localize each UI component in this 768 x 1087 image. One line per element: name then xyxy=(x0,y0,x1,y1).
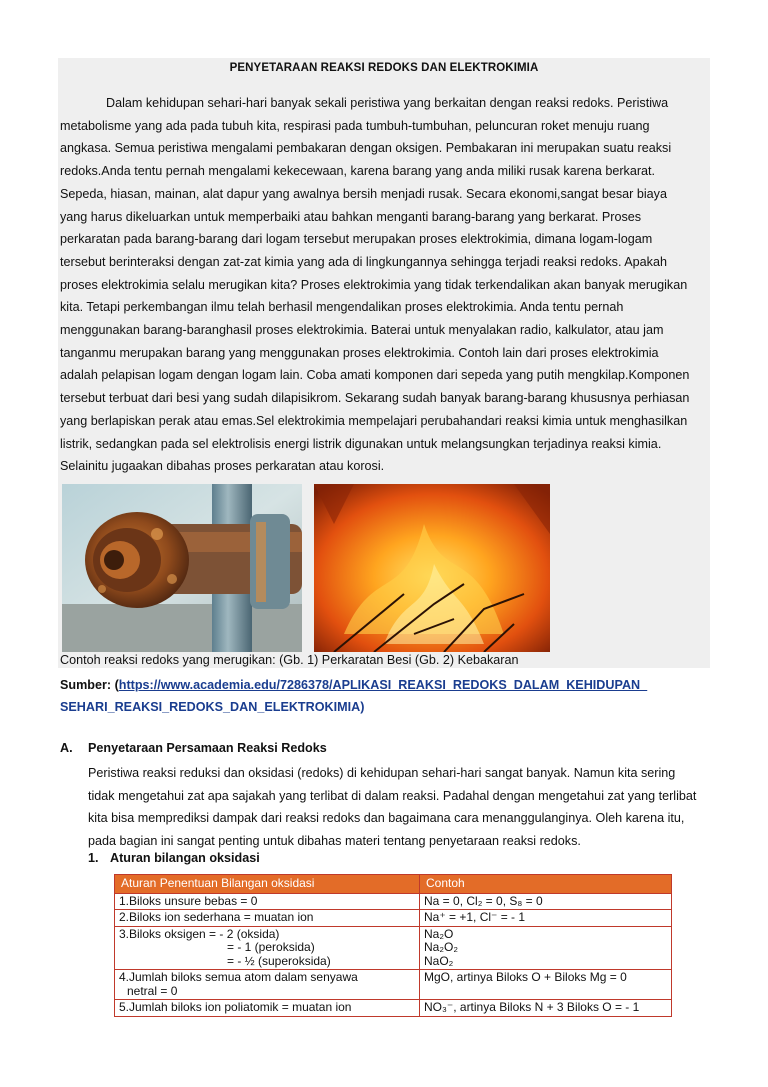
subsection-heading xyxy=(88,851,260,865)
intro-paragraph xyxy=(60,92,710,478)
rule-text: 5.Jumlah biloks ion poliatomik = muatan ion xyxy=(119,1000,352,1014)
section-title: Penyetaraan Persamaan Reaksi Redoks xyxy=(88,741,327,755)
document-title: PENYETARAAN REAKSI REDOKS DAN ELEKTROKIMIA xyxy=(229,62,539,74)
example-text: Na₂O₂ xyxy=(424,940,458,954)
intro-line: yang harus dikeluarkan untuk memperbaiki atau bahkan menganti barang-barang yang berkarat. Proses xyxy=(60,209,642,224)
section-a-heading xyxy=(60,741,327,755)
header-rule: Aturan Penentuan Bilangan oksidasi xyxy=(115,875,420,894)
section-a-paragraph xyxy=(88,762,708,852)
intro-line: tersebut berinteraksi dengan zat-zat kimia yang ada di lingkungannya sehingga terjadi reaksi redoks. Apakah xyxy=(60,254,667,269)
example-text: MgO, artinya Biloks O + Biloks Mg = 0 xyxy=(424,970,627,984)
intro-line: proses elektrokimia selalu merugikan kita? Proses elektrokimia yang tidak terkendalikan akan banyak merugikan xyxy=(60,277,688,292)
intro-line: Dalam kehidupan sehari-hari banyak sekali peristiwa yang berkaitan dengan reaksi redoks. Peristiwa xyxy=(106,96,669,110)
intro-line: listrik, sedangkan pada sel elektrolisis energi listrik digunakan untuk melangsungkan terjadinya reaksi kimia. xyxy=(60,436,662,451)
intro-line: kita. Tetapi perkembangan ilmu telah berhasil mengendalikan proses elektrokimia. Anda tentu pernah xyxy=(60,300,624,315)
example-cell xyxy=(420,970,672,1000)
section-line: kita bisa memprediksi dampak dari reaksi redoks dan bagaimana cara menanggulanginya. Oleh karena itu, xyxy=(88,811,685,825)
intro-line: tanganmu merupakan barang yang menggunakan proses elektrokimia. Contoh lain dari proses elektrokimia xyxy=(60,345,659,360)
intro-line: perkaratan pada barang-barang dari logam tersebut merupakan proses elektrokimia, dimana logam-logam xyxy=(60,232,653,247)
rule-text: 3.Biloks oksigen = - 2 (oksida) xyxy=(119,926,280,941)
rule-cell xyxy=(115,926,420,970)
intro-line: angkasa. Semua peristiwa mengalami pembakaran dengan oksigen. Pembakaran ini merupakan suatu reaksi xyxy=(60,141,672,156)
intro-line: redoks.Anda tentu pernah mengalami kekecewaan, karena barang yang anda miliki rusak karena berkarat. xyxy=(60,164,656,179)
section-letter: A. xyxy=(60,741,73,755)
figure-caption: Contoh reaksi redoks yang merugikan: (Gb. 1) Perkaratan Besi (Gb. 2) Kebakaran xyxy=(60,653,519,667)
rule-text: netral = 0 xyxy=(127,983,178,998)
example-cell xyxy=(420,1000,672,1017)
example-text: Na₂O xyxy=(424,926,454,941)
intro-line: menggunakan barang-baranghasil proses elektrokimia. Baterai untuk menyalakan radio, kalkulator, atau jam xyxy=(60,323,664,338)
example-cell xyxy=(420,910,672,927)
section-line: pada bagian ini sangat penting untuk dibahas materi tentang penyetaraan reaksi redoks. xyxy=(88,833,581,848)
intro-line: tersebut terbuat dari besi yang sudah dilapisikrom. Sekarang sudah banyak barang-barang khususnya perhiasan xyxy=(60,391,690,406)
rule-text: 2.Biloks ion sederhana = muatan ion xyxy=(119,910,314,924)
oxidation-rules-table xyxy=(114,874,672,1017)
example-text: Na⁺ = +1, Cl⁻ = - 1 xyxy=(424,910,526,924)
example-text: NO₃⁻, artinya Biloks N + 3 Biloks O = - 1 xyxy=(424,1000,640,1014)
intro-line: metabolisme yang ada pada tubuh kita, respirasi pada tumbuh-tumbuhan, peluncuran roket menuju ruang xyxy=(60,118,650,133)
rule-text: 1.Biloks unsure bebas = 0 xyxy=(119,893,258,908)
source-label: Sumber: ( xyxy=(60,678,119,692)
example-text: NaO₂ xyxy=(424,953,454,968)
intro-line: Sepeda, hiasan, mainan, alat dapur yang awalnya bersih menjadi rusak. Secara ekonomi,sangat besar biaya xyxy=(60,186,667,201)
table-row xyxy=(115,1000,672,1017)
intro-line: Selainitu jugaakan dibahas proses perkaratan atau korosi. xyxy=(60,459,385,474)
table-row xyxy=(115,926,672,970)
table-row xyxy=(115,910,672,927)
example-cell xyxy=(420,893,672,910)
rule-cell xyxy=(115,910,420,927)
source-link-continuation[interactable]: SEHARI_REAKSI_REDOKS_DAN_ELEKTROKIMIA) xyxy=(60,700,365,714)
subsection-title: Aturan bilangan oksidasi xyxy=(110,851,260,865)
rusty-pipe-photo xyxy=(62,484,302,652)
table-row xyxy=(115,970,672,1000)
header-example: Contoh xyxy=(420,875,672,894)
section-line: tidak mengetahui zat apa sajakah yang terlibat di dalam reaksi. Padahal dengan mengetahui zat yang terlibat xyxy=(88,788,697,803)
rule-cell xyxy=(115,970,420,1000)
rule-text: = - 1 (peroksida) xyxy=(227,940,315,954)
source-citation xyxy=(60,674,647,718)
rule-text: = - ½ (superoksida) xyxy=(227,953,331,968)
rule-text: 4.Jumlah biloks semua atom dalam senyawa xyxy=(119,970,358,984)
source-link[interactable]: https://www.academia.edu/7286378/APLIKASI_REAKSI_REDOKS_DALAM_KEHIDUPAN_ xyxy=(118,678,648,692)
example-cell xyxy=(420,926,672,970)
subsection-number: 1. xyxy=(88,851,99,865)
intro-line: adalah pelapisan logam dengan logam lain. Coba amati komponen dari sepeda yang putih mengkilap.Komponen xyxy=(60,368,690,383)
example-text: Na = 0, Cl₂ = 0, S₈ = 0 xyxy=(424,893,543,908)
table-row xyxy=(115,893,672,910)
table-header-row xyxy=(115,875,672,894)
intro-line: yang berlapiskan perak atau emas.Sel elektrokimia mempelajari perubahandari reaksi kimia untuk menghasilkan xyxy=(60,413,688,428)
fire-photo xyxy=(314,484,550,652)
rule-cell xyxy=(115,893,420,910)
section-line: Peristiwa reaksi reduksi dan oksidasi (redoks) di kehidupan sehari-hari sangat banyak. Namun kita sering xyxy=(88,766,676,780)
rule-cell xyxy=(115,1000,420,1017)
